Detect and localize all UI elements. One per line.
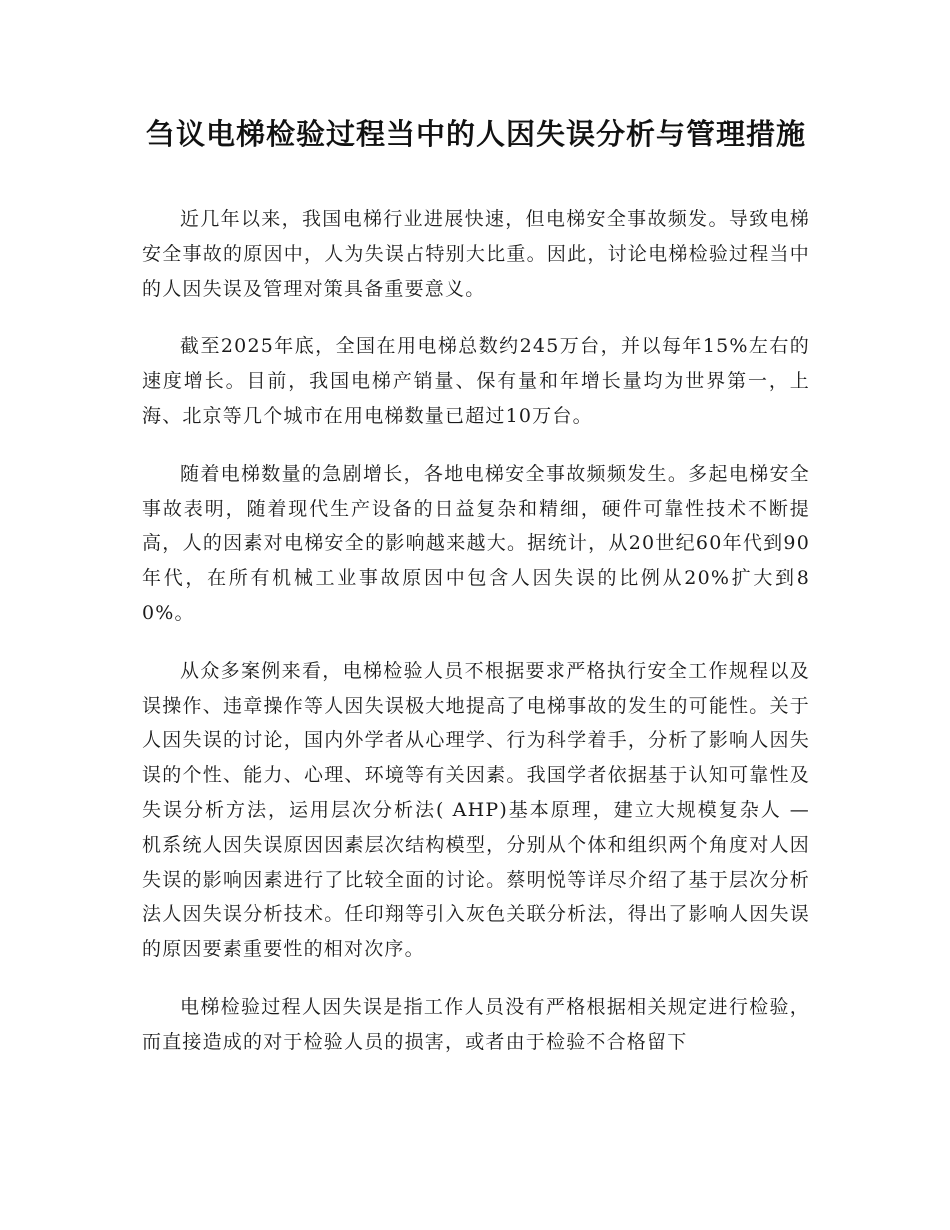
document-title: 刍议电梯检验过程当中的人因失误分析与管理措施 xyxy=(145,117,806,151)
paragraph-research-review: 从众多案例来看，电梯检验人员不根据要求严格执行安全工作规程以及误操作、违章操作等人因失误极大地提高了电梯事故的发生的可能性。关于人因失误的讨论，国内外学者从心理学、行为科学着手，分析了影响人因失误的个性、能力、心理、环境等有关因素。我国学者依据基于认知可靠性及失误分析方法，运用层次分析法( AHP)基本原理，建立大规模复杂人 — 机系统人因失误原因因素层次结构模型，分别从个体和组织两个角度对人因失误的影响因素进行了比较全面的讨论。蔡明悦等详尽介绍了基于层次分析法人因失误分析技术。任印翔等引入灰色关联分析法，得出了影响人因失误的原因要素重要性的相对次序。 xyxy=(142,659,810,961)
paragraph-elevator-statistics: 截至2025年底，全国在用电梯总数约245万台，并以每年15%左右的速度增长。目前，我国电梯产销量、保有量和年增长量均为世界第一，上海、北京等几个城市在用电梯数量已超过10万台。 xyxy=(142,335,810,427)
paragraph-accident-trend: 随着电梯数量的急剧增长，各地电梯安全事故频频发生。多起电梯安全事故表明，随着现代生产设备的日益复杂和精细，硬件可靠性技术不断提高，人的因素对电梯安全的影响越来越大。据统计，从20世纪60年代到90年代，在所有机械工业事故原因中包含人因失误的比例从20%扩大到80%。 xyxy=(142,462,810,624)
paragraph-definition: 电梯检验过程人因失误是指工作人员没有严格根据相关规定进行检验，而直接造成的对于检验人员的损害，或者由于检验不合格留下 xyxy=(142,995,810,1053)
document-body xyxy=(142,202,810,1083)
paragraph-intro: 近几年以来，我国电梯行业进展快速，但电梯安全事故频发。导致电梯安全事故的原因中，人为失误占特别大比重。因此，讨论电梯检验过程当中的人因失误及管理对策具备重要意义。 xyxy=(142,208,810,300)
